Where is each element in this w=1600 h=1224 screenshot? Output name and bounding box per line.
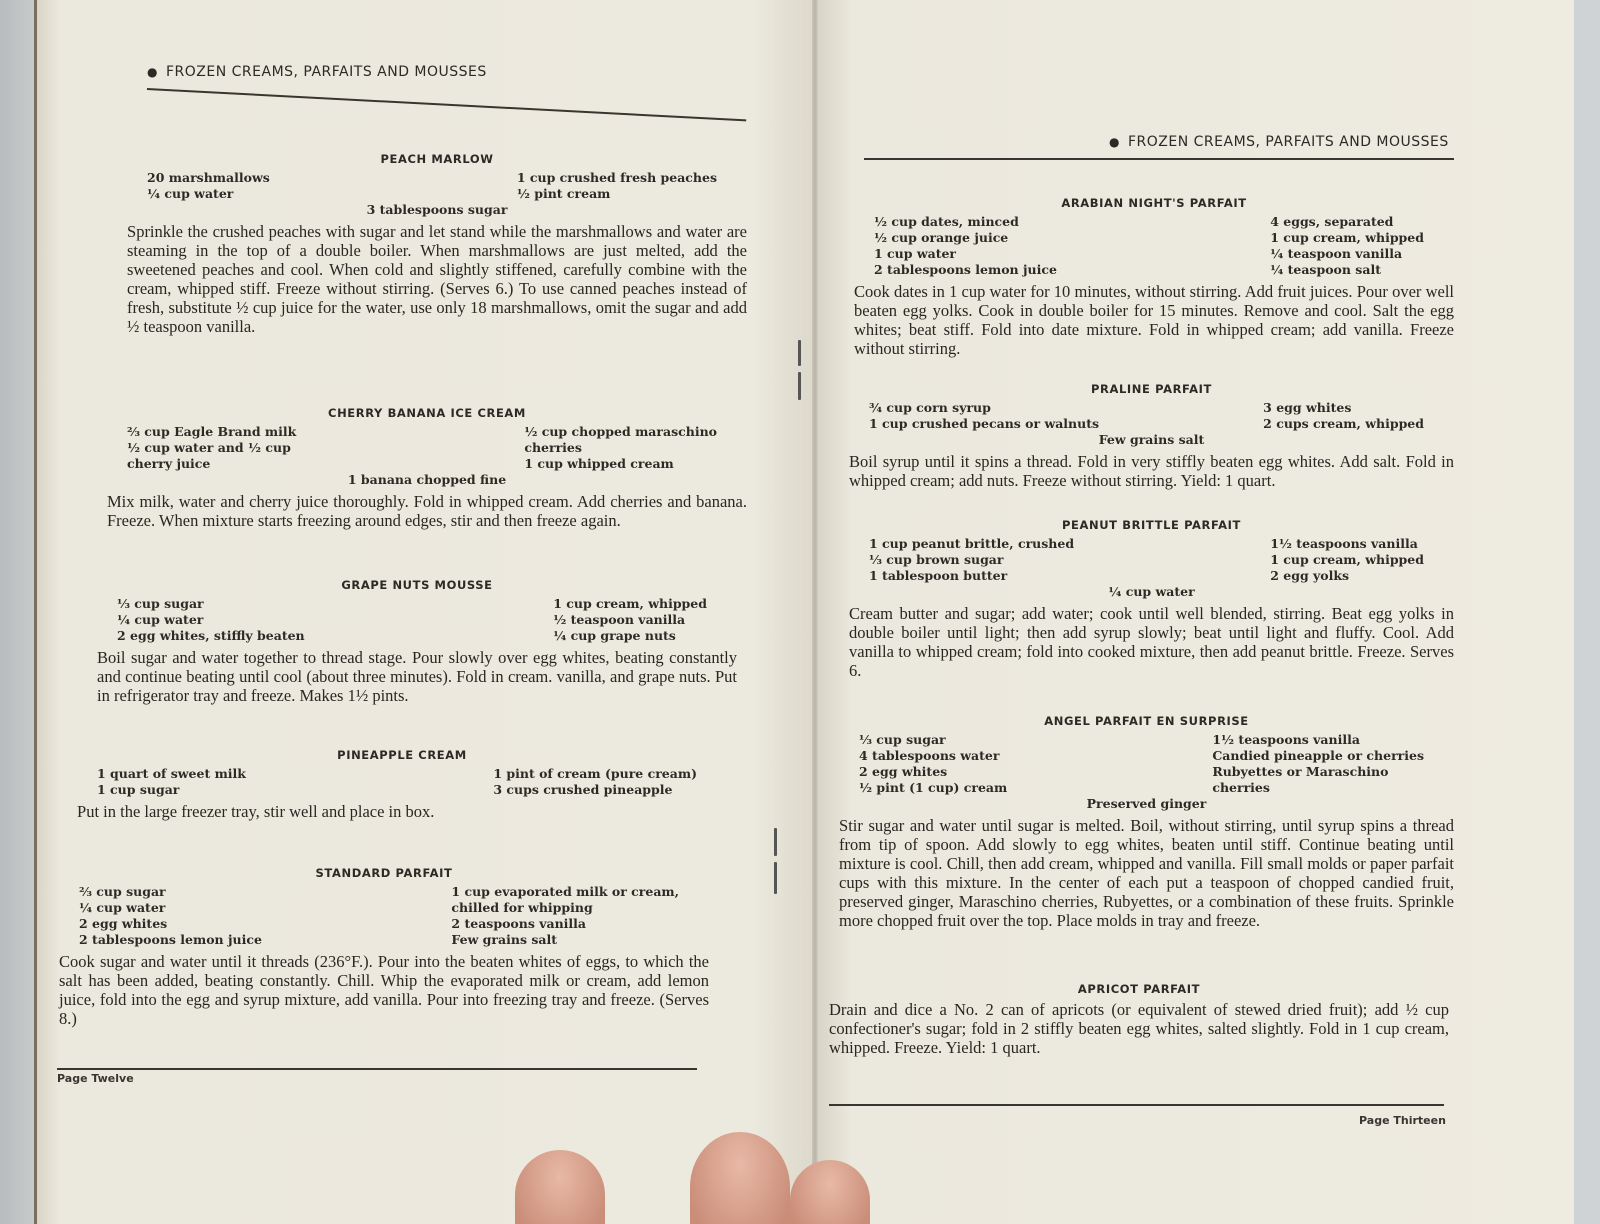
bullet-icon: ● (1109, 135, 1120, 149)
ingredient: 2 egg whites, stiffly beaten (117, 628, 305, 643)
left-folio: Page Twelve (57, 1072, 134, 1085)
ingredient: 2 tablespoons lemon juice (874, 262, 1057, 277)
ingredient-column-right (553, 596, 737, 644)
recipe-title: GRAPE NUTS MOUSSE (341, 578, 493, 592)
ingredient: 20 marshmallows (147, 170, 270, 185)
ingredient: ½ cup dates, minced (874, 214, 1019, 229)
recipe-title: PINEAPPLE CREAM (337, 748, 467, 762)
ingredient: ⅓ cup sugar (117, 596, 204, 611)
ingredient-center: Few grains salt (1098, 432, 1205, 447)
ingredient: 1½ teaspoons vanilla (1270, 536, 1418, 551)
ingredient-column-left (854, 214, 1057, 278)
ingredient: Few grains salt (451, 932, 557, 947)
ingredient: 1 cup peanut brittle, crushed (869, 536, 1075, 551)
ingredient: 3 egg whites (1263, 400, 1352, 415)
recipe-instructions: Sprinkle the crushed peaches with sugar and let stand while the marshmallows and water are steaming in the top of a double boiler. When marshmallows are just melted, add the sweetened peaches and cool. When cold and slightly stiffened, carefully combine with the cream, whipped stiff. Freeze without stirring. (Serves 6.) To use canned peaches instead of fresh, substitute ½ cup juice for the water, use only 18 marshmallows, omit the sugar and add ½ teaspoon vanilla. (127, 222, 747, 336)
ingredient: 4 eggs, separated (1270, 214, 1394, 229)
ingredient: 2 egg yolks (1270, 568, 1350, 583)
left-header-rule (147, 88, 746, 121)
ingredient-list (97, 596, 737, 644)
recipe-title: PRALINE PARFAIT (1091, 382, 1212, 396)
recipe-peach-marlow (127, 152, 747, 336)
ingredient-column-left (97, 596, 305, 644)
recipe-title: PEANUT BRITTLE PARFAIT (1062, 518, 1241, 532)
staple-bottom (774, 828, 777, 856)
right-running-head (1109, 134, 1449, 150)
ingredient-column-left (839, 732, 1007, 796)
ingredient-column-right (1263, 400, 1454, 432)
ingredient: ⅔ cup sugar (79, 884, 166, 899)
ingredient: ⅓ cup brown sugar (869, 552, 1004, 567)
ingredient-column-left (849, 400, 1099, 432)
ingredient: Rubyettes or Maraschino (1212, 764, 1389, 779)
ingredient: 1 cup sugar (97, 782, 180, 797)
ingredient-center: 1 banana chopped fine (347, 472, 507, 487)
recipe-arabian-nights-parfait (854, 196, 1454, 358)
bullet-icon: ● (147, 65, 158, 79)
ingredient: ½ cup orange juice (874, 230, 1009, 245)
ingredient: ¾ cup corn syrup (869, 400, 991, 415)
ingredient: chilled for whipping (451, 900, 593, 915)
left-header-text: FROZEN CREAMS, PARFAITS AND MOUSSES (165, 64, 487, 80)
ingredient: 1 tablespoon butter (869, 568, 1008, 583)
booklet-spread (34, 0, 1574, 1224)
ingredient-column-right (493, 766, 727, 798)
ingredient: ½ pint (1 cup) cream (859, 780, 1008, 795)
ingredient-column-left (849, 536, 1074, 584)
recipe-title: ARABIAN NIGHT'S PARFAIT (1061, 196, 1247, 210)
recipe-instructions: Cook dates in 1 cup water for 10 minutes, without stirring. Add fruit juices. Pour over well beaten egg yolks. Cook in double boiler for 15 minutes. Remove and cool. Salt the egg whites; beat stiff. Fold into date mixture. Fold in whipped cream; add vanilla. Freeze without stirring. (854, 282, 1454, 358)
recipe-title: CHERRY BANANA ICE CREAM (328, 406, 526, 420)
recipe-title: PEACH MARLOW (380, 152, 494, 166)
ingredient-list (849, 536, 1454, 584)
ingredient-list (854, 214, 1454, 278)
ingredient: 1 cup cream, whipped (553, 596, 707, 611)
ingredient-column-left (59, 884, 262, 948)
ingredient: 2 teaspoons vanilla (451, 916, 587, 931)
ingredient: 1 cup whipped cream (524, 456, 674, 471)
ingredient: cherries (524, 440, 582, 455)
ingredient: ¼ teaspoon salt (1270, 262, 1381, 277)
ingredient: 1 cup cream, whipped (1270, 230, 1424, 245)
recipe-standard-parfait (59, 866, 709, 1028)
ingredient: 2 tablespoons lemon juice (79, 932, 262, 947)
ingredient: 1 cup cream, whipped (1270, 552, 1424, 567)
ingredient-column-right (1212, 732, 1454, 796)
recipe-instructions: Stir sugar and water until sugar is melted. Boil, without stirring, until syrup spins a thread from tip of spoon. Add slowly to egg whites, beaten until stiff. Continue beating until mixture is cool. Chill, then add cream, whipped and vanilla. Fill small molds or paper parfait cups with this mixture. In the center of each put a teaspoon of chopped candied fruit, preserved ginger, Maraschino cherries, Rubyettes, or a combination of these fruits. Sprinkle more chopped fruit over the top. Place molds in tray and freeze. (839, 816, 1454, 930)
staple-top (798, 340, 801, 366)
ingredient-column-right (1270, 214, 1454, 278)
ingredient: ¼ teaspoon vanilla (1270, 246, 1403, 261)
recipe-praline-parfait (849, 382, 1454, 490)
ingredient: 2 cups cream, whipped (1263, 416, 1424, 431)
ingredient: ¼ cup water (79, 900, 166, 915)
ingredient: 1 cup water (874, 246, 957, 261)
ingredient: ¼ cup water (117, 612, 204, 627)
ingredient-column-right (524, 424, 747, 472)
ingredient: ½ teaspoon vanilla (553, 612, 686, 627)
recipe-instructions: Put in the large freezer tray, stir well and place in box. (77, 802, 435, 821)
ingredient-list (77, 766, 727, 798)
ingredient-column-left (127, 170, 270, 202)
recipe-instructions: Boil syrup until it spins a thread. Fold in very stiffly beaten egg whites. Add salt. Fold in whipped cream; add nuts. Freeze without stirring. Yield: 1 quart. (849, 452, 1454, 490)
right-footer-rule (829, 1104, 1444, 1106)
ingredient-list (849, 400, 1454, 432)
right-page (814, 0, 1574, 1224)
recipe-apricot-parfait (829, 982, 1449, 1057)
ingredient: ⅔ cup Eagle Brand milk (127, 424, 297, 439)
ingredient: ½ cup chopped maraschino (524, 424, 717, 439)
ingredient-center: 3 tablespoons sugar (366, 202, 508, 217)
ingredient-column-right (517, 170, 747, 202)
ingredient: 2 egg whites (859, 764, 948, 779)
ingredient: 1 cup crushed fresh peaches (516, 170, 717, 185)
ingredient-list (127, 170, 747, 202)
ingredient: ¼ cup water (147, 186, 234, 201)
spine-fold (812, 0, 818, 1224)
ingredient-column-right (1270, 536, 1454, 584)
ingredient-center: Preserved ginger (1086, 796, 1207, 811)
recipe-title: APRICOT PARFAIT (1077, 982, 1201, 996)
ingredient-column-left (107, 424, 296, 472)
staple-bottom-lower (774, 862, 777, 894)
ingredient: 1½ teaspoons vanilla (1212, 732, 1360, 747)
recipe-pineapple-cream (77, 748, 727, 821)
ingredient-list (107, 424, 747, 472)
ingredient: 1 pint of cream (pure cream) (493, 766, 697, 781)
recipe-instructions: Boil sugar and water together to thread stage. Pour slowly over egg whites, beating constantly and continue beating until cool (about three minutes). Fold in cream. vanilla, and grape nuts. Put in refrigerator tray and freeze. Makes 1½ pints. (97, 648, 737, 705)
ingredient: ⅓ cup sugar (859, 732, 946, 747)
ingredient: cherry juice (127, 456, 211, 471)
staple-top-lower (798, 372, 801, 400)
ingredient: 1 cup crushed pecans or walnuts (869, 416, 1100, 431)
recipe-angel-parfait-en-surprise (839, 714, 1454, 930)
ingredient-column-left (77, 766, 246, 798)
ingredient-list (59, 884, 709, 948)
left-page (34, 0, 814, 1224)
ingredient: ¼ cup grape nuts (553, 628, 676, 643)
ingredient: cherries (1212, 780, 1270, 795)
left-running-head (147, 64, 487, 80)
recipe-instructions: Cook sugar and water until it threads (236°F.). Pour into the beaten whites of eggs, to which the salt has been added, beating constantly. Chill. Whip the evaporated milk or cream, add lemon juice, fold into the egg and syrup mixture, add vanilla. Pour into freezing tray and freeze. (Serves 8.) (59, 952, 709, 1028)
right-folio: Page Thirteen (1359, 1114, 1446, 1127)
ingredient-column-right (451, 884, 709, 948)
ingredient-center: ¼ cup water (1108, 584, 1195, 599)
ingredient: Candied pineapple or cherries (1212, 748, 1424, 763)
ingredient: ½ cup water and ½ cup (127, 440, 291, 455)
right-header-text: FROZEN CREAMS, PARFAITS AND MOUSSES (1127, 134, 1449, 150)
recipe-instructions: Drain and dice a No. 2 can of apricots (or equivalent of stewed dried fruit); add ½ cup confectioner's sugar; fold in 2 stiffly beaten egg whites, salted slightly. Fold in 1 cup cream, whipped. Freeze. Yield: 1 quart. (829, 1000, 1449, 1057)
recipe-peanut-brittle-parfait (849, 518, 1454, 680)
ingredient: 1 quart of sweet milk (97, 766, 246, 781)
ingredient: ½ pint cream (516, 186, 611, 201)
ingredient-list (839, 732, 1454, 796)
ingredient: 2 egg whites (79, 916, 168, 931)
recipe-title: STANDARD PARFAIT (315, 866, 453, 880)
recipe-instructions: Mix milk, water and cherry juice thoroughly. Fold in whipped cream. Add cherries and banana. Freeze. When mixture starts freezing around edges, stir and then freeze again. (107, 492, 747, 530)
recipe-cherry-banana-ice-cream (107, 406, 747, 530)
ingredient: 3 cups crushed pineapple (493, 782, 673, 797)
recipe-instructions: Cream butter and sugar; add water; cook until well blended, stirring. Beat egg yolks in double boiler until light; then add syrup slowly; beat until light and fluffy. Cool. Add vanilla to whipped cream; fold into cooked mixture, then add peanut brittle. Freeze. Serves 6. (849, 604, 1454, 680)
recipe-grape-nuts-mousse (97, 578, 737, 705)
left-footer-rule (57, 1068, 697, 1070)
ingredient: 4 tablespoons water (859, 748, 1000, 763)
ingredient: 1 cup evaporated milk or cream, (451, 884, 679, 899)
right-header-rule (864, 158, 1454, 160)
recipe-title: ANGEL PARFAIT EN SURPRISE (1044, 714, 1249, 728)
